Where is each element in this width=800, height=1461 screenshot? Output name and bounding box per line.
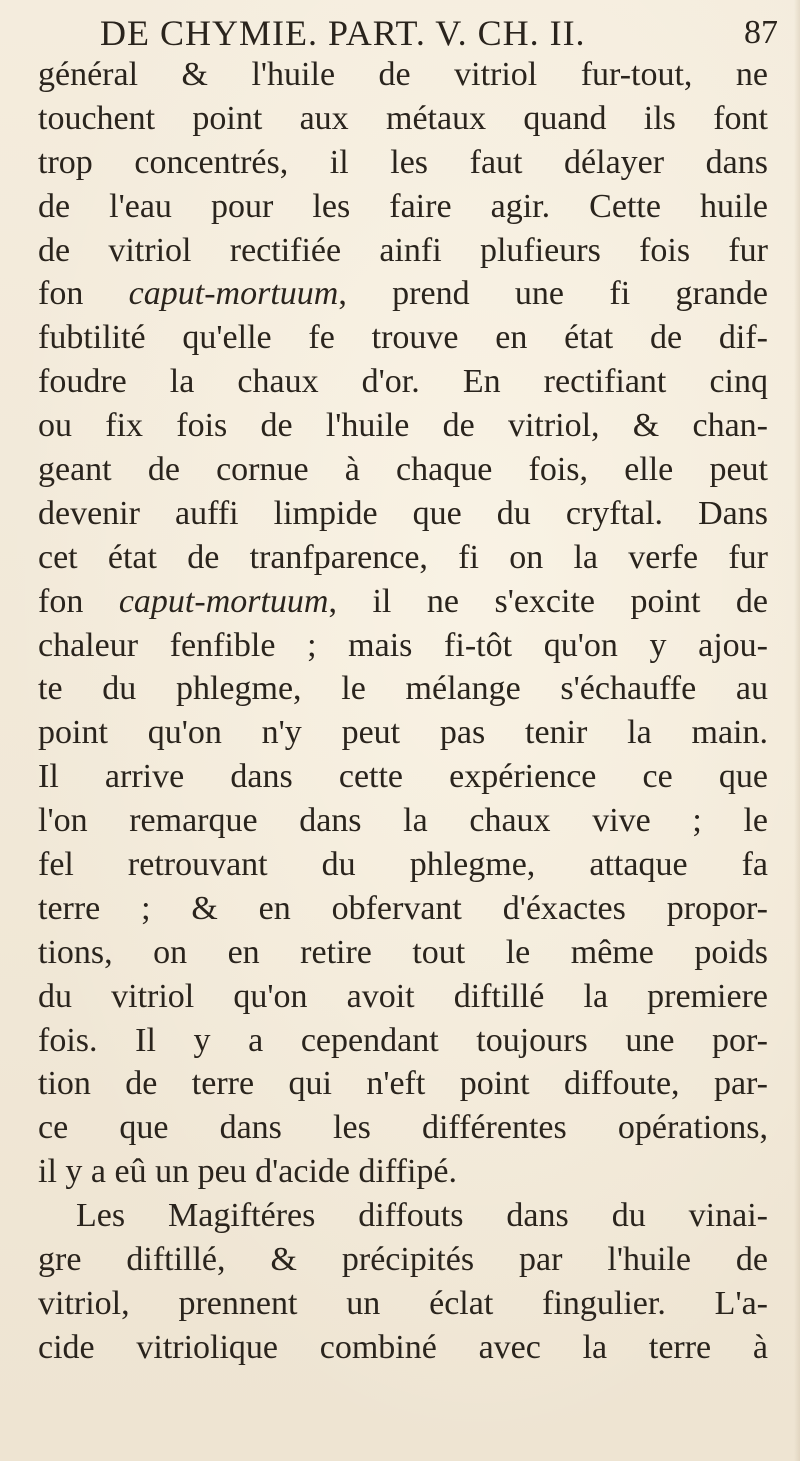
line-text: général & l'huile de vitriol fur-tout, ne [38,56,768,93]
line-text: fubtilité qu'elle fe trouve en état de dif- [38,319,768,357]
text-line [38,931,768,975]
line-text: foudre la chaux d'or. En rectifiant cinq [38,363,768,401]
text-line [38,667,768,711]
text-line [38,1282,768,1326]
line-text: fon [38,275,129,313]
text-line [38,492,768,536]
line-text: touchent point aux métaux quand ils font [38,99,768,137]
line-text: gre diftillé, & précipités par l'huile de [38,1241,768,1279]
text-line [38,404,768,448]
line-text: cide vitriolique combiné avec la terre à [38,1328,768,1366]
page-number: 87 [744,14,778,51]
text-line [38,360,768,404]
text-line [38,97,768,141]
text-line [38,1238,768,1282]
text-line [38,1062,768,1106]
line-text: geant de cornue à chaque fois, elle peut [38,451,768,489]
line-text: Il arrive dans cette expérience ce que [38,758,768,796]
text-line [38,711,768,755]
text-line [38,1019,768,1063]
text-line [38,185,768,229]
line-text: ce que dans les différentes opérations, [38,1109,768,1147]
text-line [38,1150,768,1194]
italic-term: caput-mortuum [118,582,329,620]
text-line [38,141,768,185]
line-text: fel retrouvant du phlegme, attaque fa [38,846,768,884]
line-text-continued: , prend une fi grande [338,275,768,313]
line-text: devenir auffi limpide que du cryftal. Dans [38,494,768,532]
text-line [38,624,768,668]
text-line [38,1194,768,1238]
text-line [38,975,768,1019]
text-line [38,1106,768,1150]
line-text: fois. Il y a cependant toujours une por- [38,1021,768,1059]
line-text: de vitriol rectifiée ainfi plufieurs fois fur [38,231,768,269]
text-line [38,843,768,887]
text-line [38,580,768,624]
line-text: ou fix fois de l'huile de vitriol, & chan- [38,407,768,445]
line-text: de l'eau pour les faire agir. Cette huile [38,187,768,225]
text-line [38,887,768,931]
line-text: chaleur fenfible ; mais fi-tôt qu'on y ajou- [38,626,768,664]
line-text-continued: , il ne s'excite point de [328,582,768,620]
running-title: DE CHYMIE. PART. V. CH. II. [100,13,586,53]
text-line [38,1326,768,1370]
line-text: vitriol, prennent un éclat fingulier. L'a- [38,1284,768,1322]
line-text: te du phlegme, le mélange s'échauffe au [38,670,768,708]
line-text: tions, on en retire tout le même poids [38,933,768,971]
page-edge-shadow [794,0,800,1461]
line-text: trop concentrés, il les faut délayer dans [38,143,768,181]
line-text: terre ; & en obfervant d'éxactes propor- [38,889,768,927]
line-text: cet état de tranfparence, fi on la verfe fur [38,538,768,576]
line-text: il y a eû un peu d'acide diffipé. [38,1153,458,1191]
italic-term: caput-mortuum [128,275,339,313]
line-text: l'on remarque dans la chaux vive ; le [38,802,768,840]
text-line [38,316,768,360]
text-line [38,448,768,492]
text-line [38,536,768,580]
text-line [38,755,768,799]
line-text: fon [38,582,119,620]
line-text: du vitriol qu'on avoit diftillé la premiere [38,977,768,1015]
line-text: tion de terre qui n'eft point diffoute, par- [38,1065,768,1103]
text-line [38,53,768,97]
body-text [38,53,768,1370]
text-line [38,799,768,843]
text-line [38,229,768,273]
text-line [38,272,768,316]
line-text: Les Magiftéres diffouts dans du vinai- [76,1197,768,1235]
line-text: point qu'on n'y peut pas tenir la main. [38,714,768,752]
